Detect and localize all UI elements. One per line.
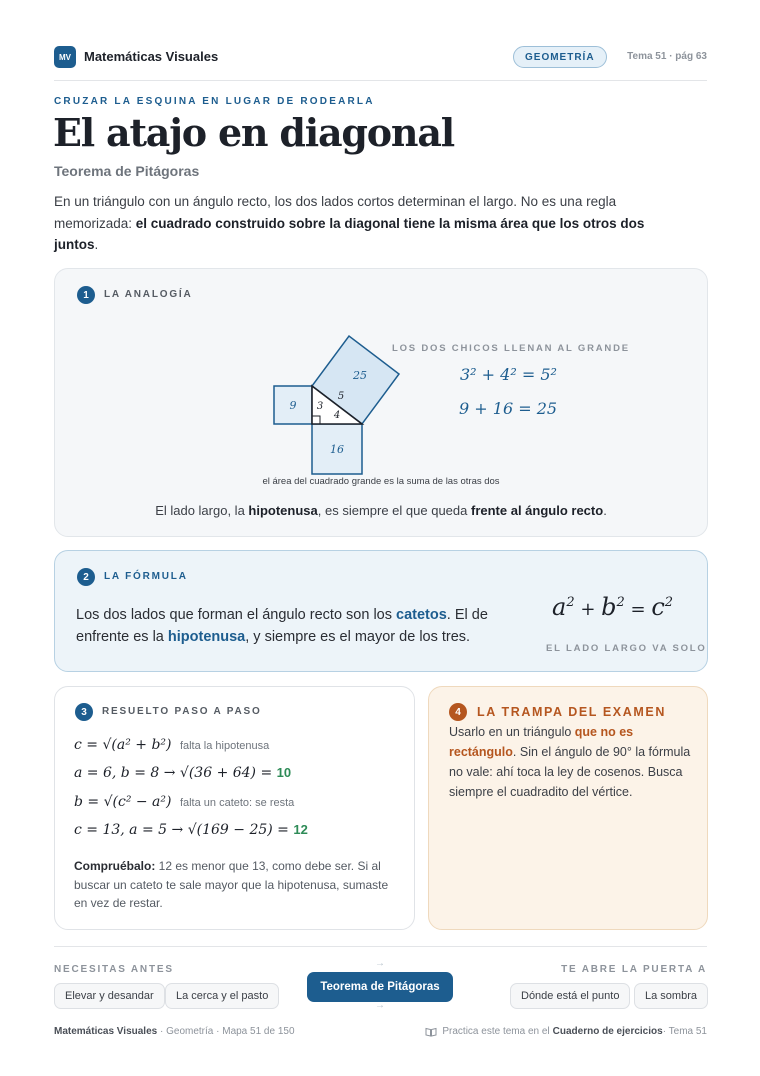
check-label: Compruébalo: [74,859,156,873]
current-topic-button[interactable]: Teorema de Pitágoras [307,972,453,1002]
term-hipotenusa: hipotenusa [248,503,318,518]
next-topic-link[interactable]: La sombra [634,983,708,1009]
side-a-label: 3 [316,401,324,412]
label-25: 25 [353,369,367,382]
equation-squares: 3² + 4² = 5² [460,365,557,384]
text: El lado largo, la [155,503,249,518]
var-b: b [601,593,617,621]
formula-card [54,550,708,672]
text: Los dos lados que forman el ángulo recto son los [76,607,397,623]
intro-end: . [94,237,99,252]
prerequisites-label: NECESITAS ANTES [54,964,174,975]
kicker: CRUZAR LA ESQUINA EN LUGAR DE RODEARLA [54,96,375,107]
step-math: a = 6, b = 8 → √(36 + 64) = [74,765,277,781]
trap-highlight: que no es rectángulo [449,725,634,759]
practice-text: Practica este tema en el [442,1026,550,1037]
section-number: 2 [77,568,95,586]
footer-tema: · Tema 51 [662,1026,707,1037]
step-row [74,793,294,811]
section-number: 1 [77,286,95,304]
page-subtitle: Teorema de Pitágoras [54,163,200,179]
step-result: 10 [276,765,292,780]
footer-brand: Matemáticas Visuales [54,1026,158,1037]
exponent: 2 [664,595,674,610]
logo: MV [54,46,76,68]
text: . El de enfrente es la [76,607,488,645]
intro-highlight: el cuadrado construido sobre la diagonal tiene la misma área que los otros dos juntos [54,215,645,252]
step-note: falta un cateto: se resta [179,797,295,809]
intro-paragraph [54,191,654,256]
analogy-text [55,503,707,518]
check-note [74,857,394,913]
footer-left [54,1026,295,1037]
subject-badge[interactable]: GEOMETRÍA [513,46,607,68]
side-b-label: 4 [333,410,341,421]
exponent: 2 [616,595,625,610]
footer-right [425,1026,707,1037]
page-title: El atajo en diagonal [53,110,455,155]
page-header [54,44,707,81]
diagram-caption: el área del cuadrado grande es la suma de las otras dos [262,476,500,487]
trap-text [449,722,691,802]
nav-divider [54,946,707,947]
term-right-angle: frente al ángulo recto [470,503,604,518]
section-number: 3 [75,703,93,721]
formula-note: EL LADO LARGO VA SOLO [546,643,707,654]
worked-example-card [54,686,415,930]
check-text: 12 es menor que 13, como debe ser. Si al buscar un cateto te sale mayor que la hipotenusa, sumaste en vez de restar. [74,859,389,910]
equals: = [624,599,652,620]
text: , es siempre el que queda [317,503,471,518]
exam-trap-card [428,686,708,930]
prerequisite-link[interactable]: Elevar y desandar [54,983,165,1009]
brand-name: Matemáticas Visuales [84,49,219,64]
footer-meta: · Geometría · Mapa 51 de 150 [157,1026,295,1037]
next-topic-link[interactable]: Dónde está el punto [510,983,630,1009]
step-note: falta la hipotenusa [179,740,270,752]
plus: + [574,599,602,620]
prerequisite-link[interactable]: La cerca y el pasto [165,983,279,1009]
step-row [74,821,308,839]
section-title: LA TRAMPA DEL EXAMEN [477,705,666,719]
step-math: c = 13, a = 5 → √(169 − 25) = [74,822,294,838]
side-c-label: 5 [337,391,345,402]
arrow-icon: → [375,958,385,969]
equation-sum: 9 + 16 = 25 [459,399,558,418]
section-title: LA FÓRMULA [104,571,188,582]
text: Usarlo en un triángulo [449,725,575,739]
text: , y siempre es el mayor de los tres. [245,629,471,645]
label-16: 16 [330,443,344,456]
term-catetos: catetos [396,607,447,623]
step-math: b = √(c² − a²) [74,794,172,810]
term-hipotenusa: hipotenusa [167,629,246,645]
section-title: RESUELTO PASO A PASO [102,706,262,717]
step-row [74,736,269,754]
next-topics-label: TE ABRE LA PUERTA A [561,964,707,975]
diagram-label: LOS DOS CHICOS LLENAN AL GRANDE [392,343,630,354]
step-math: c = √(a² + b²) [74,737,172,753]
page-reference: Tema 51 · pág 63 [627,51,707,62]
analogy-card [54,268,708,537]
section-number: 4 [449,703,467,721]
label-9: 9 [289,399,297,412]
step-row [74,764,291,782]
var-a: a [552,593,567,621]
arrow-icon: → [375,1000,385,1011]
workbook-link[interactable]: Cuaderno de ejercicios [552,1026,663,1037]
text: . Sin el ángulo de 90° la fórmula no vale: ahí toca la ley de cosenos. Busca siempre el cuadradito del vértice. [449,745,691,799]
main-formula [552,593,673,621]
var-c: c [651,593,665,621]
formula-explanation [76,604,516,648]
step-result: 12 [293,822,308,837]
book-icon [425,1027,437,1037]
section-title: LA ANALOGÍA [104,289,193,300]
intro-text: En un triángulo con un ángulo recto, los dos lados cortos determinan el largo. No es una regla memorizada: [54,194,617,231]
exponent: 2 [566,595,575,610]
text: . [603,503,607,518]
